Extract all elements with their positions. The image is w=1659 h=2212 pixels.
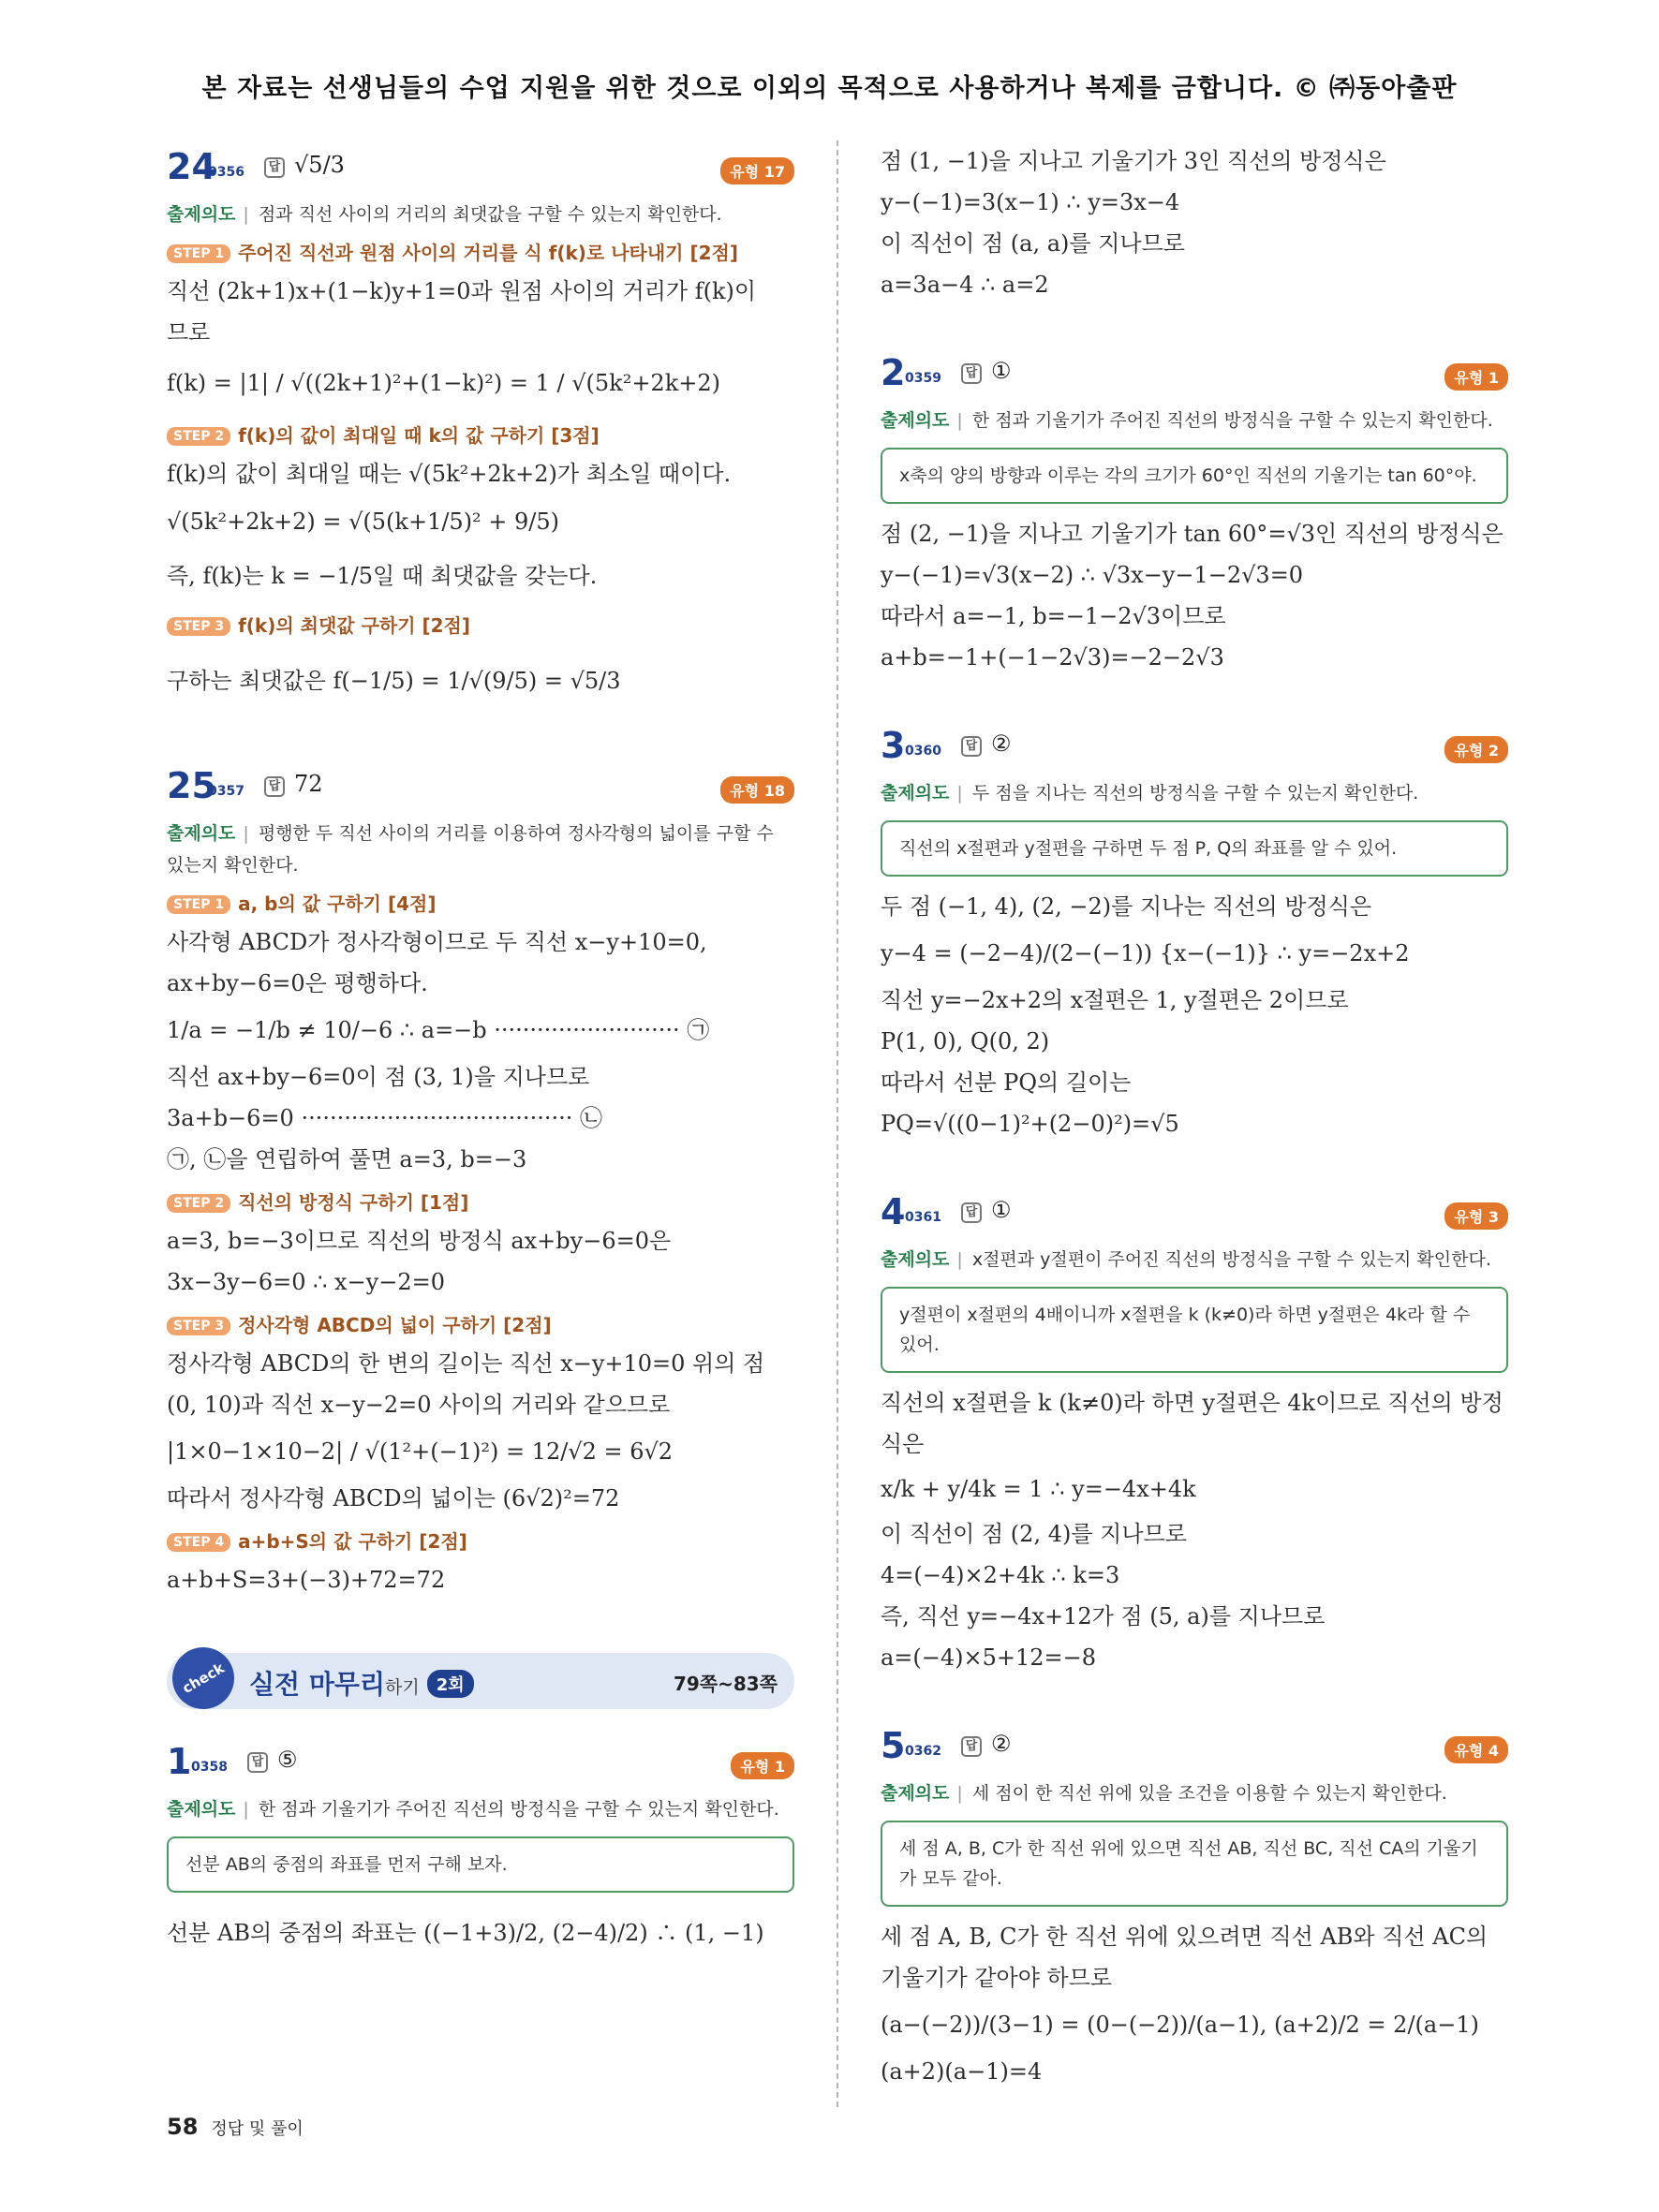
step-badge: STEP 2	[167, 1194, 230, 1213]
step-title: f(k)의 값이 최대일 때 k의 값 구하기 [3점]	[238, 424, 600, 447]
problem-header	[881, 719, 1508, 775]
section-title-suffix: 하기	[385, 1677, 420, 1698]
intent-line	[167, 1793, 794, 1825]
spacer	[881, 678, 1508, 719]
step-title: 주어진 직선과 원점 사이의 거리를 식 f(k)로 나타내기 [2점]	[238, 242, 738, 264]
step-title: a, b의 값 구하기 [4점]	[238, 892, 437, 915]
solution-line: 점 (1, −1)을 지나고 기울기가 3인 직선의 방정식은	[881, 148, 1386, 174]
hint-box: y절편이 x절편의 4배이니까 x절편을 k (k≠0)라 하면 y절편은 4k라 할 수 있어.	[881, 1287, 1508, 1373]
intent-separator: |	[956, 1783, 963, 1804]
intent-label: 출제의도	[167, 204, 236, 225]
problem-code: 0360	[905, 744, 941, 759]
problem-header	[881, 1719, 1508, 1776]
answer-icon: 답	[961, 736, 982, 757]
type-badge: 유형 17	[720, 157, 794, 184]
answer-icon: 답	[264, 157, 285, 178]
answer-value: 72	[294, 771, 323, 797]
solution-line: √(5k²+2k+2) = √(5(k+1/5)² + 9/5)	[167, 509, 560, 535]
spacer	[881, 305, 1508, 347]
solution-line: 사각형 ABCD가 정사각형이므로 두 직선 x−y+10=0,	[167, 929, 707, 955]
step-heading	[167, 1526, 794, 1554]
solution-line: y−(−1)=√3(x−2) ∴ √3x−y−1−2√3=0	[881, 562, 1304, 588]
problem-number: 4	[881, 1191, 906, 1232]
answer-icon: 답	[961, 1202, 982, 1223]
solution-line: a=(−4)×5+12=−8	[881, 1644, 1097, 1671]
answer-icon: 답	[961, 1736, 982, 1757]
problem-header	[881, 1186, 1508, 1242]
problem-24	[167, 140, 794, 718]
solution-line: a=3a−4 ∴ a=2	[881, 272, 1049, 298]
solution-line: PQ=√((0−1)²+(2−0)²)=√5	[881, 1111, 1179, 1137]
type-badge: 유형 4	[1444, 1736, 1508, 1763]
problem-25	[167, 759, 794, 1600]
step-heading	[167, 420, 794, 448]
solution-line: 식은	[881, 1431, 925, 1457]
solution-line: 선분 AB의 중점의 좌표는 ((−1+3)/2, (2−4)/2) ∴ (1, −1)	[167, 1920, 764, 1946]
hint-box: x축의 양의 방향과 이루는 각의 크기가 60°인 직선의 기울기는 tan 60°야.	[881, 448, 1508, 504]
footer-label: 정답 및 풀이	[211, 2119, 304, 2139]
solution-line: 1/a = −1/b ≠ 10/−6 ∴ a=−b ·························· ㉠	[167, 1017, 710, 1043]
solution-line: (0, 10)과 직선 x−y−2=0 사이의 거리와 같으므로	[167, 1392, 671, 1418]
problem-2	[881, 347, 1508, 678]
solution-line: 즉, f(k)는 k = −1/5일 때 최댓값을 갖는다.	[167, 563, 598, 589]
step-heading	[167, 889, 794, 916]
answer-icon: 답	[264, 776, 285, 797]
intent-separator: |	[243, 1799, 249, 1820]
solution-line: a+b=−1+(−1−2√3)=−2−2√3	[881, 644, 1224, 671]
solution-line: 직선 ax+by−6=0이 점 (3, 1)을 지나므로	[167, 1064, 590, 1090]
solution-line: 이 직선이 점 (2, 4)를 지나므로	[881, 1521, 1187, 1547]
solution-line: 정사각형 ABCD의 한 변의 길이는 직선 x−y+10=0 위의 점	[167, 1350, 765, 1377]
solution-line: 따라서 정사각형 ABCD의 넓이는 (6√2)²=72	[167, 1485, 620, 1512]
intent-label: 출제의도	[881, 783, 950, 804]
solution-line: (a−(−2))/(3−1) = (0−(−2))/(a−1), (a+2)/2 = 2/(a−1)	[881, 2012, 1479, 2038]
problem-number: 3	[881, 725, 906, 766]
intent-separator: |	[243, 823, 249, 844]
intent-label: 출제의도	[881, 1783, 950, 1804]
answer-value: ①	[991, 1197, 1012, 1223]
step-title: 정사각형 ABCD의 넓이 구하기 [2점]	[238, 1314, 552, 1336]
intent-text: 평행한 두 직선 사이의 거리를 이용하여 정사각형의 넓이를 구할 수 있는지 확인한다.	[167, 823, 774, 876]
intent-text: 한 점과 기울기가 주어진 직선의 방정식을 구할 수 있는지 확인한다.	[971, 410, 1493, 431]
solution-line: 4=(−4)×2+4k ∴ k=3	[881, 1562, 1120, 1588]
problem-1-continued	[881, 140, 1508, 305]
solution-line: f(k)의 값이 최대일 때는 √(5k²+2k+2)가 최소일 때이다.	[167, 461, 732, 487]
intent-separator: |	[243, 204, 249, 225]
intent-text: 두 점을 지나는 직선의 방정식을 구할 수 있는지 확인한다.	[971, 783, 1419, 804]
intent-line	[167, 818, 794, 881]
answer-value: ②	[991, 1731, 1012, 1757]
step-badge: STEP 1	[167, 895, 230, 914]
intent-separator: |	[956, 1249, 963, 1270]
solution-line: y−(−1)=3(x−1) ∴ y=3x−4	[881, 189, 1180, 215]
left-column	[167, 140, 794, 1964]
hint-box: 세 점 A, B, C가 한 직선 위에 있으면 직선 AB, 직선 BC, 직선 CA의 기울기가 모두 같아.	[881, 1821, 1508, 1907]
solution-line: a=3, b=−3이므로 직선의 방정식 ax+by−6=0은	[167, 1228, 672, 1254]
intent-line	[881, 1244, 1508, 1276]
intent-line	[167, 199, 794, 230]
solution-line: 두 점 (−1, 4), (2, −2)를 지나는 직선의 방정식은	[881, 893, 1372, 920]
type-badge: 유형 1	[1444, 363, 1508, 391]
solution-line: 기울기가 같아야 하므로	[881, 1965, 1113, 1991]
problem-code: 0356	[208, 165, 244, 180]
answer-value: ⑤	[277, 1747, 298, 1773]
answer-value: ②	[991, 730, 1012, 757]
problem-code: 0362	[905, 1744, 941, 1759]
spacer	[881, 1678, 1508, 1719]
problem-number: 5	[881, 1725, 906, 1766]
step-title: f(k)의 최댓값 구하기 [2점]	[238, 614, 471, 637]
solution-line: 므로	[167, 319, 211, 346]
intent-text: 점과 직선 사이의 거리의 최댓값을 구할 수 있는지 확인한다.	[258, 204, 722, 225]
hint-box: 직선의 x절편과 y절편을 구하면 두 점 P, Q의 좌표를 알 수 있어.	[881, 820, 1508, 877]
section-title-main: 실전 마무리	[249, 1669, 385, 1700]
solution-line: P(1, 0), Q(0, 2)	[881, 1028, 1050, 1054]
problem-number: 25	[167, 765, 216, 806]
step-title: a+b+S의 값 구하기 [2점]	[238, 1530, 467, 1553]
round-badge: 2회	[427, 1670, 474, 1698]
intent-line	[881, 405, 1508, 436]
problem-header	[167, 140, 794, 197]
type-badge: 유형 3	[1444, 1202, 1508, 1230]
intent-line	[881, 777, 1508, 809]
step-heading	[167, 1310, 794, 1337]
intent-text: 한 점과 기울기가 주어진 직선의 방정식을 구할 수 있는지 확인한다.	[258, 1799, 779, 1820]
hint-box: 선분 AB의 중점의 좌표를 먼저 구해 보자.	[167, 1836, 794, 1893]
step-badge: STEP 2	[167, 427, 230, 446]
solution-line: x/k + y/4k = 1 ∴ y=−4x+4k	[881, 1476, 1196, 1502]
solution-line: |1×0−1×10−2| / √(1²+(−1)²) = 12/√2 = 6√2	[167, 1438, 674, 1465]
answer-icon: 답	[961, 363, 982, 384]
problem-3	[881, 719, 1508, 1144]
step-heading	[167, 1187, 794, 1215]
solution-line: (a+2)(a−1)=4	[881, 2058, 1043, 2085]
problem-header	[167, 1735, 794, 1792]
solution-line: y−4 = (−2−4)/(2−(−1)) {x−(−1)} ∴ y=−2x+2	[881, 940, 1410, 966]
solution-line: ㉠, ㉡을 연립하여 풀면 a=3, b=−3	[167, 1146, 527, 1172]
spacer	[167, 718, 794, 759]
problem-header	[167, 759, 794, 816]
answer-value: √5/3	[294, 152, 345, 178]
intent-separator: |	[956, 410, 963, 431]
intent-text: 세 점이 한 직선 위에 있을 조건을 이용할 수 있는지 확인한다.	[971, 1783, 1447, 1804]
step-heading	[167, 238, 794, 265]
intent-label: 출제의도	[881, 1249, 950, 1270]
intent-separator: |	[956, 783, 963, 804]
spacer	[167, 1600, 794, 1642]
solution-line: 세 점 A, B, C가 한 직선 위에 있으려면 직선 AB와 직선 AC의	[881, 1924, 1489, 1950]
solution-line: f(k) = |1| / √((2k+1)²+(1−k)²) = 1 / √(5k²+2k+2)	[167, 370, 720, 396]
section-title	[249, 1664, 474, 1702]
page-footer	[167, 2114, 304, 2140]
step-badge: STEP 4	[167, 1533, 230, 1552]
intent-label: 출제의도	[167, 1799, 236, 1820]
step-title: 직선의 방정식 구하기 [1점]	[238, 1191, 469, 1214]
answer-value: ①	[991, 358, 1012, 384]
spacer	[881, 1144, 1508, 1186]
problem-code: 0359	[905, 371, 941, 386]
column-divider	[837, 140, 838, 2107]
solution-line: 즉, 직선 y=−4x+12가 점 (5, a)를 지나므로	[881, 1603, 1326, 1630]
copyright-notice: 본 자료는 선생님들의 수업 지원을 위한 것으로 이외의 목적으로 사용하거나 복제를 금합니다. © ㈜동아출판	[201, 74, 1458, 103]
solution-line: 따라서 선분 PQ의 길이는	[881, 1069, 1132, 1096]
intent-line	[881, 1777, 1508, 1809]
intent-label: 출제의도	[881, 410, 950, 431]
problem-code: 0361	[905, 1210, 941, 1225]
check-badge: check	[161, 1636, 245, 1720]
section-banner	[167, 1653, 794, 1709]
right-column	[881, 140, 1508, 2092]
solution-line: 3a+b−6=0 ······································ ㉡	[167, 1105, 602, 1131]
problem-4	[881, 1186, 1508, 1678]
intent-label: 출제의도	[167, 823, 236, 844]
solution-line: 구하는 최댓값은 f(−1/5) = 1/√(9/5) = √5/3	[167, 668, 621, 694]
solution-line: 이 직선이 점 (a, a)를 지나므로	[881, 230, 1185, 257]
answer-icon: 답	[247, 1752, 268, 1773]
step-badge: STEP 1	[167, 244, 230, 263]
problem-number: 24	[167, 146, 216, 187]
solution-line: 직선 y=−2x+2의 x절편은 1, y절편은 2이므로	[881, 987, 1349, 1013]
solution-line: 직선 (2k+1)x+(1−k)y+1=0과 원점 사이의 거리가 f(k)이	[167, 278, 757, 304]
problem-5	[881, 1719, 1508, 2092]
problem-number: 2	[881, 352, 906, 393]
type-badge: 유형 1	[731, 1752, 794, 1779]
solution-line: 점 (2, −1)을 지나고 기울기가 tan 60°=√3인 직선의 방정식은	[881, 521, 1503, 547]
solution-line: 3x−3y−6=0 ∴ x−y−2=0	[167, 1269, 445, 1295]
problem-1	[167, 1735, 794, 1964]
solution-line: 따라서 a=−1, b=−1−2√3이므로	[881, 603, 1226, 629]
type-badge: 유형 2	[1444, 736, 1508, 763]
problem-code: 0358	[191, 1760, 228, 1775]
step-badge: STEP 3	[167, 617, 230, 636]
page-range: 79쪽~83쪽	[673, 1673, 778, 1695]
step-heading	[167, 611, 794, 638]
step-badge: STEP 3	[167, 1317, 230, 1335]
page-number: 58	[167, 2114, 199, 2140]
solution-line: a+b+S=3+(−3)+72=72	[167, 1567, 446, 1593]
problem-code: 0357	[208, 784, 244, 799]
type-badge: 유형 18	[720, 776, 794, 804]
solution-line: ax+by−6=0은 평행하다.	[167, 970, 428, 996]
problem-header	[881, 347, 1508, 403]
solution-line: 직선의 x절편을 k (k≠0)라 하면 y절편은 4k이므로 직선의 방정	[881, 1390, 1503, 1416]
problem-number: 1	[167, 1741, 192, 1782]
intent-text: x절편과 y절편이 주어진 직선의 방정식을 구할 수 있는지 확인한다.	[971, 1249, 1491, 1270]
